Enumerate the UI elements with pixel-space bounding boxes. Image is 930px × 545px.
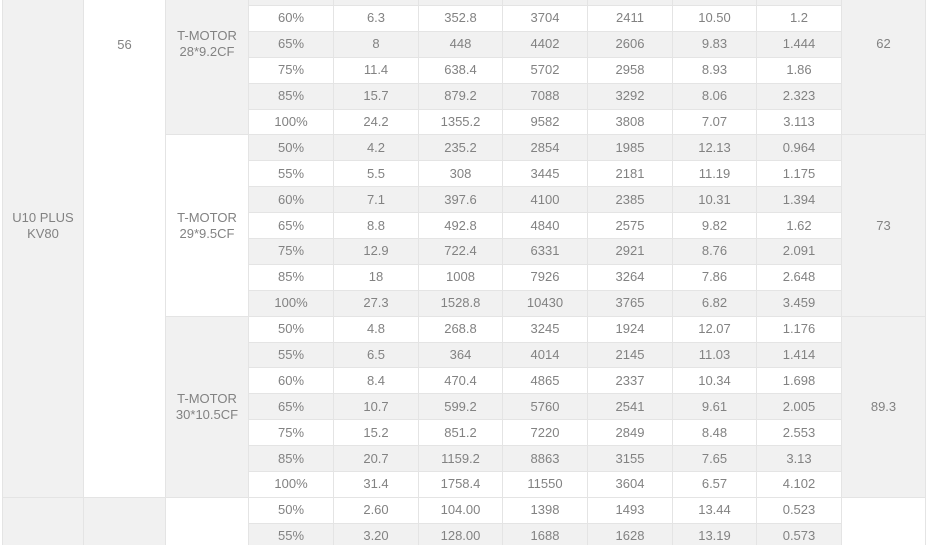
throttle-cell: 55% bbox=[249, 161, 334, 187]
data-cell: 7.86 bbox=[673, 265, 757, 291]
data-cell: 851.2 bbox=[419, 420, 503, 446]
data-cell: 2.323 bbox=[757, 84, 842, 110]
data-cell: 2606 bbox=[588, 32, 673, 58]
data-cell: 1.175 bbox=[757, 161, 842, 187]
throttle-cell: 60% bbox=[249, 368, 334, 394]
data-cell: 268.8 bbox=[419, 317, 503, 343]
data-cell: 1.176 bbox=[757, 317, 842, 343]
data-cell: 308 bbox=[419, 161, 503, 187]
data-cell: 638.4 bbox=[419, 58, 503, 84]
data-cell: 8.06 bbox=[673, 84, 757, 110]
throttle-cell: 100% bbox=[249, 110, 334, 136]
data-cell: 13.44 bbox=[673, 498, 757, 524]
spec-row bbox=[2, 317, 926, 343]
data-cell: 4402 bbox=[503, 32, 588, 58]
data-cell: 470.4 bbox=[419, 368, 503, 394]
throttle-cell: 50% bbox=[249, 135, 334, 161]
throttle-cell: 85% bbox=[249, 265, 334, 291]
motor-spec-table bbox=[2, 0, 926, 498]
throttle-cell: 75% bbox=[249, 58, 334, 84]
data-cell: 1008 bbox=[419, 265, 503, 291]
data-cell: 1.414 bbox=[757, 343, 842, 369]
data-cell: 10430 bbox=[503, 291, 588, 317]
throttle-cell: 50% bbox=[249, 498, 334, 524]
data-cell: 128.00 bbox=[419, 524, 503, 545]
data-cell: 2145 bbox=[588, 343, 673, 369]
data-cell: 8.48 bbox=[673, 420, 757, 446]
data-cell: 18 bbox=[334, 265, 419, 291]
data-cell: 2849 bbox=[588, 420, 673, 446]
throttle-cell: 85% bbox=[249, 446, 334, 472]
data-cell: 4840 bbox=[503, 213, 588, 239]
data-cell: 1398 bbox=[503, 498, 588, 524]
data-cell: 11.03 bbox=[673, 343, 757, 369]
data-cell: 27.3 bbox=[334, 291, 419, 317]
data-cell: 235.2 bbox=[419, 135, 503, 161]
data-cell: 1.394 bbox=[757, 187, 842, 213]
data-cell: 599.2 bbox=[419, 394, 503, 420]
spec-row bbox=[2, 135, 926, 161]
data-cell: 4.102 bbox=[757, 472, 842, 498]
data-cell: 7926 bbox=[503, 265, 588, 291]
data-cell: 12.07 bbox=[673, 317, 757, 343]
data-cell: 8.76 bbox=[673, 239, 757, 265]
data-cell: 15.7 bbox=[334, 84, 419, 110]
voltage-cell: 56 bbox=[84, 0, 166, 135]
throttle-cell: 85% bbox=[249, 84, 334, 110]
prop-cell: T-MOTOR 28*9.2CF bbox=[166, 0, 249, 135]
data-cell: 10.50 bbox=[673, 6, 757, 32]
voltage-cell bbox=[84, 498, 166, 545]
throttle-cell: 50% bbox=[249, 317, 334, 343]
throttle-cell: 55% bbox=[249, 524, 334, 545]
data-cell: 4.8 bbox=[334, 317, 419, 343]
data-cell: 3245 bbox=[503, 317, 588, 343]
throttle-cell: 100% bbox=[249, 291, 334, 317]
data-cell: 7.07 bbox=[673, 110, 757, 136]
data-cell: 1688 bbox=[503, 524, 588, 545]
group-right-value-cell: 89.3 bbox=[842, 317, 926, 498]
data-cell: 2958 bbox=[588, 58, 673, 84]
data-cell: 2385 bbox=[588, 187, 673, 213]
data-cell: 722.4 bbox=[419, 239, 503, 265]
data-cell: 6.82 bbox=[673, 291, 757, 317]
data-cell: 1758.4 bbox=[419, 472, 503, 498]
data-cell: 397.6 bbox=[419, 187, 503, 213]
data-cell: 4100 bbox=[503, 187, 588, 213]
data-cell: 31.4 bbox=[334, 472, 419, 498]
data-cell: 6.5 bbox=[334, 343, 419, 369]
data-cell: 448 bbox=[419, 32, 503, 58]
data-cell: 1159.2 bbox=[419, 446, 503, 472]
data-cell: 0.523 bbox=[757, 498, 842, 524]
throttle-cell: 60% bbox=[249, 6, 334, 32]
data-cell: 9582 bbox=[503, 110, 588, 136]
data-cell: 3704 bbox=[503, 6, 588, 32]
data-cell: 2337 bbox=[588, 368, 673, 394]
group-right-value-cell: 62 bbox=[842, 0, 926, 135]
data-cell: 7220 bbox=[503, 420, 588, 446]
data-cell: 7.1 bbox=[334, 187, 419, 213]
data-cell: 3445 bbox=[503, 161, 588, 187]
data-cell: 15.2 bbox=[334, 420, 419, 446]
data-cell: 10.31 bbox=[673, 187, 757, 213]
data-cell: 104.00 bbox=[419, 498, 503, 524]
data-cell: 11550 bbox=[503, 472, 588, 498]
prop-cell: T-MOTOR 30*10.5CF bbox=[166, 317, 249, 498]
spec-row bbox=[2, 498, 926, 524]
data-cell: 8.4 bbox=[334, 368, 419, 394]
data-cell: 3808 bbox=[588, 110, 673, 136]
voltage-col-spacer-cell bbox=[84, 317, 166, 498]
data-cell: 2541 bbox=[588, 394, 673, 420]
data-cell: 9.83 bbox=[673, 32, 757, 58]
group-right-value-cell bbox=[842, 498, 926, 545]
data-cell: 2.005 bbox=[757, 394, 842, 420]
data-cell: 3292 bbox=[588, 84, 673, 110]
data-cell: 20.7 bbox=[334, 446, 419, 472]
data-cell: 0.573 bbox=[757, 524, 842, 545]
throttle-cell: 100% bbox=[249, 472, 334, 498]
data-cell: 3264 bbox=[588, 265, 673, 291]
data-cell: 8863 bbox=[503, 446, 588, 472]
data-cell: 1528.8 bbox=[419, 291, 503, 317]
data-cell: 8.8 bbox=[334, 213, 419, 239]
data-cell: 6.57 bbox=[673, 472, 757, 498]
data-cell: 4014 bbox=[503, 343, 588, 369]
data-cell: 5.5 bbox=[334, 161, 419, 187]
data-cell: 9.61 bbox=[673, 394, 757, 420]
data-cell: 1924 bbox=[588, 317, 673, 343]
prop-cell bbox=[166, 498, 249, 545]
data-cell: 3.13 bbox=[757, 446, 842, 472]
throttle-cell: 65% bbox=[249, 394, 334, 420]
data-cell: 3.113 bbox=[757, 110, 842, 136]
data-cell: 1493 bbox=[588, 498, 673, 524]
data-cell: 2.60 bbox=[334, 498, 419, 524]
data-cell: 364 bbox=[419, 343, 503, 369]
data-cell: 2854 bbox=[503, 135, 588, 161]
data-cell: 11.19 bbox=[673, 161, 757, 187]
data-cell: 5760 bbox=[503, 394, 588, 420]
data-cell: 492.8 bbox=[419, 213, 503, 239]
data-cell: 1.444 bbox=[757, 32, 842, 58]
data-cell: 2181 bbox=[588, 161, 673, 187]
data-cell: 1.62 bbox=[757, 213, 842, 239]
throttle-cell: 65% bbox=[249, 213, 334, 239]
data-cell: 12.9 bbox=[334, 239, 419, 265]
throttle-cell: 65% bbox=[249, 32, 334, 58]
data-cell: 1985 bbox=[588, 135, 673, 161]
data-cell: 2.648 bbox=[757, 265, 842, 291]
next-motor-spec-table bbox=[2, 498, 926, 545]
throttle-cell: 75% bbox=[249, 420, 334, 446]
data-cell: 5702 bbox=[503, 58, 588, 84]
data-cell: 2921 bbox=[588, 239, 673, 265]
motor-name-cell bbox=[2, 498, 84, 545]
data-cell: 7088 bbox=[503, 84, 588, 110]
data-cell: 3155 bbox=[588, 446, 673, 472]
data-cell: 10.34 bbox=[673, 368, 757, 394]
data-cell: 1.86 bbox=[757, 58, 842, 84]
data-cell: 13.19 bbox=[673, 524, 757, 545]
throttle-cell: 60% bbox=[249, 187, 334, 213]
data-cell: 1355.2 bbox=[419, 110, 503, 136]
data-cell: 3765 bbox=[588, 291, 673, 317]
data-cell: 879.2 bbox=[419, 84, 503, 110]
data-cell: 10.7 bbox=[334, 394, 419, 420]
data-cell: 24.2 bbox=[334, 110, 419, 136]
prop-cell: T-MOTOR 29*9.5CF bbox=[166, 135, 249, 316]
data-cell: 11.4 bbox=[334, 58, 419, 84]
data-cell: 9.82 bbox=[673, 213, 757, 239]
data-cell: 2.553 bbox=[757, 420, 842, 446]
data-cell: 2575 bbox=[588, 213, 673, 239]
data-cell: 3604 bbox=[588, 472, 673, 498]
data-cell: 6.3 bbox=[334, 6, 419, 32]
data-cell: 1628 bbox=[588, 524, 673, 545]
data-cell: 4.2 bbox=[334, 135, 419, 161]
data-cell: 8.93 bbox=[673, 58, 757, 84]
data-cell: 352.8 bbox=[419, 6, 503, 32]
data-cell: 2411 bbox=[588, 6, 673, 32]
voltage-col-spacer-cell bbox=[84, 135, 166, 316]
data-cell: 7.65 bbox=[673, 446, 757, 472]
data-cell: 12.13 bbox=[673, 135, 757, 161]
throttle-cell: 75% bbox=[249, 239, 334, 265]
data-cell: 3.20 bbox=[334, 524, 419, 545]
data-cell: 8 bbox=[334, 32, 419, 58]
data-cell: 1.698 bbox=[757, 368, 842, 394]
table-offset-container bbox=[2, 0, 926, 545]
data-cell: 2.091 bbox=[757, 239, 842, 265]
data-cell: 1.2 bbox=[757, 6, 842, 32]
data-cell: 4865 bbox=[503, 368, 588, 394]
data-cell: 6331 bbox=[503, 239, 588, 265]
throttle-cell: 55% bbox=[249, 343, 334, 369]
group-right-value-cell: 73 bbox=[842, 135, 926, 316]
data-cell: 3.459 bbox=[757, 291, 842, 317]
motor-name-cell: U10 PLUS KV80 bbox=[2, 0, 84, 498]
data-cell: 0.964 bbox=[757, 135, 842, 161]
